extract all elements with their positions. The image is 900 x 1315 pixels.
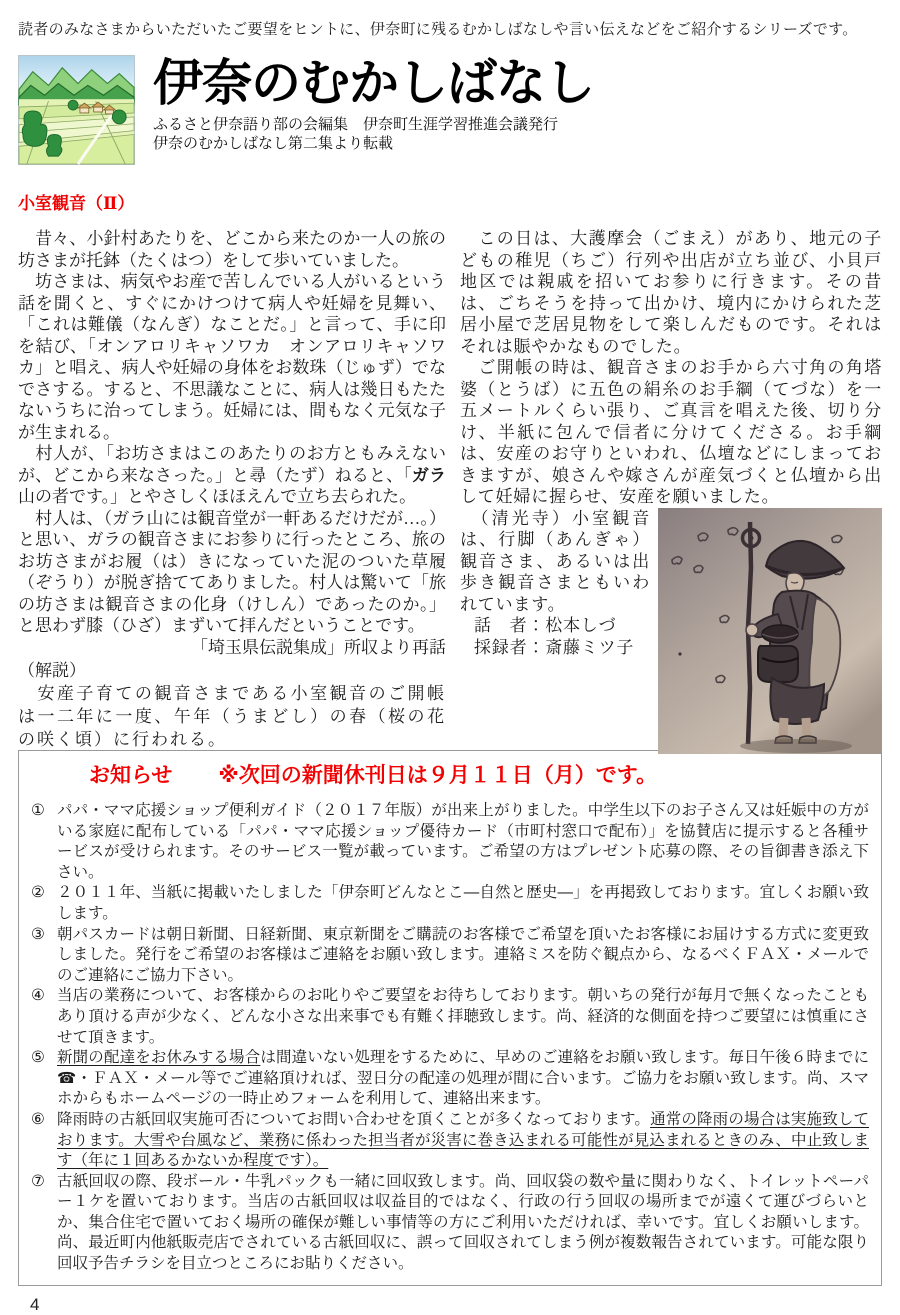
item-number: ⑥: [31, 1110, 45, 1128]
text-and-illustration-row: [460, 508, 882, 754]
story-columns: [18, 228, 882, 749]
monk-drawing: [658, 508, 882, 754]
story-paragraph: （清光寺）小室観音は、行脚（あんぎゃ）観音さま、あるいは出歩き観音さまともいわれています。: [460, 508, 650, 614]
item-number: ⑤: [31, 1049, 45, 1067]
monk-pilgrim-illustration: [658, 508, 882, 754]
notice-item-6: [31, 1110, 869, 1172]
story-text-bold: ガラ: [411, 465, 447, 485]
notice-text: 朝パスカードは朝日新聞、日経新聞、東京新聞をご購読のお客様でご希望を頂いたお客様にお届けする方式に変更致しました。発行をご希望のお客様はご連絡をお願い致します。連絡ミスを防ぐ観点から、なるべくＦＡＸ・メールでのご連絡にご協力下さい。: [57, 925, 869, 984]
item-number: ⑦: [31, 1172, 45, 1190]
notice-text-underlined: 通常の降雨の場合は実施致しております。大雪や台風など、業務に係わった担当者が災害に巻き込まれる可能性が見込まれるときのみ、中止致します（年に１回あるかないか程度です）。: [57, 1110, 869, 1170]
masthead: [18, 55, 882, 170]
item-number: ①: [31, 802, 45, 819]
landscape-drawing: [19, 56, 134, 164]
narrow-text-column: [460, 508, 650, 754]
story-text: 山の者です。」とやさしくほほえんで立ち去られた。: [18, 487, 417, 506]
story-heading: 小室観音（Ⅱ）: [18, 194, 135, 213]
notice-text: 当店の業務について、お客様からのお叱りやご要望をお待ちしております。朝いちの発行が毎月で無くなったこともあり頂ける声が少なく、どんな小さな出来事でも有難く拝聴致します。尚、経済的な側面を持つご要望には慎重にさせて頂きます。: [57, 987, 869, 1046]
commentary-body: 安産子育ての観音さまである小室観音のご開帳は一二年に一度、午年（うまどし）の春（桜の花の咲く頃）に行われる。: [18, 683, 446, 749]
notice-text: 古紙回収の際、段ボール・牛乳パックも一緒に回収致します。尚、回収袋の数や量に関わりなく、トイレットペーパー１ケを置いております。当店の古紙回収は収益目的ではなく、行政の行う回収の場所までが遠くて運びづらいとか、集合住宅で置いておく場所の確保が難しい事情等の方にご利用いただければ、幸いです。宜しくお願いします。尚、最近町内他紙販売店でされている古紙回収に、誤って回収されてしまう例が複数報告されています。可能な限り回収予告チラシを目立つところにお貼りください。: [57, 1172, 869, 1273]
editor-credit: ふるさと伊奈語り部の会編集 伊奈町生涯学習推進会議発行: [153, 116, 559, 133]
source-attribution: 「埼玉県伝説集成」所収より再話: [191, 637, 446, 657]
notice-list: [31, 801, 869, 1275]
teller-credit: 話 者：松本しづ: [474, 616, 617, 635]
notice-heading: [31, 763, 869, 789]
village-landscape-illustration: [18, 55, 135, 165]
series-intro-text: 読者のみなさまからいただいたご要望をヒントに、伊奈町に残るむかしばなしや言い伝えなどをご紹介するシリーズです。: [18, 21, 858, 38]
notice-text: は間違いない処理をするために、早めのご連絡をお願い致します。毎日午後６時までに☎・ＦＡＸ・メール等でご連絡頂ければ、翌日分の配達の処理が間に合います。ご協力をお願い致します。尚、スマホからもホームページの一時止めフォームを利用して、連絡出来ます。: [57, 1049, 869, 1108]
notice-item-2: [31, 883, 869, 924]
page-number: 4: [30, 1294, 40, 1314]
story-paragraph: 昔々、小針村あたりを、どこから来たのか一人の旅の坊さまが托鉢（たくはつ）をして歩いていました。: [18, 229, 446, 270]
story-paragraph: ご開帳の時は、観音さまのお手から六寸角の角塔婆（とうば）に五色の絹糸のお手綱（てづな）を一五メートルくらい張り、ご真言を唱えた後、切り分け、半紙に包んで信者に分けてくださる。お手綱は、安産のお守りといわれ、仏壇などにしまっておきますが、娘さんや嫁さんが産気づくと仏壇から出して妊婦に握らせ、安産を願いました。: [460, 358, 882, 506]
item-number: ③: [31, 925, 45, 943]
notice-item-7: [31, 1172, 869, 1275]
story-paragraph: この日は、大護摩会（ごまえ）があり、地元の子どもの稚児（ちご）行列や出店が立ち並び、小貝戸地区では親戚を招いてお参りに行きます。その昔は、ごちそうを持って出かけ、境内にかけられた芝居小屋で芝居見物をして楽しんだものです。それはそれは賑やかなものでした。: [460, 229, 882, 356]
notice-box: [18, 750, 882, 1286]
title-block: [153, 55, 594, 153]
notice-text: 降雨時の古紙回収実施可否についてお問い合わせを頂くことが多くなっております。: [57, 1110, 651, 1128]
story-paragraph: [18, 443, 446, 508]
notice-subtitle: ※次回の新聞休刊日は９月１１日（月）です。: [218, 764, 658, 787]
item-number: ②: [31, 884, 45, 902]
story-paragraph: 村人は、（ガラ山には観音堂が一軒あるだけだが…。）と思い、ガラの観音さまにお参りに行ったところ、旅のお坊さまがお履（は）きになっていた泥のついた草履（ぞうり）が脱ぎ捨ててありました。村人は驚いて「旅の坊さまは観音さまの化身（けしん）であったのか。」と思わず膝（ひざ）まずいて拝んだということです。: [18, 508, 446, 635]
notice-item-3: [31, 925, 869, 987]
recorder-credit: 採録者：斎藤ミツ子: [474, 637, 635, 657]
source-credit: 伊奈のむかしばなし第二集より転載: [153, 135, 394, 152]
newsletter-title: 伊奈のむかしばなし: [153, 53, 594, 112]
notice-item-4: [31, 986, 869, 1048]
item-number: ④: [31, 987, 45, 1005]
story-paragraph: 坊さまは、病気やお産で苦しんでいる人がいるという話を聞くと、すぐにかけつけて病人や妊婦を見舞い、「これは難儀（なんぎ）なことだ。」と言って、手に印を結び、「オンアロリキャソワカ オンアロリキャソワカ」と唱え、病人や妊婦の身体をお数珠（じゅず）でなでさする。すると、不思議なことに、病人は幾日もたたないうちに治ってしまう。妊婦には、間もなく元気な子が生まれる。: [18, 272, 446, 442]
notice-item-5: [31, 1048, 869, 1110]
story-text: 村人が、「お坊さまはこのあたりのお方ともみえないが、どこから来なさった。」と尋（たず）ねると、「: [18, 444, 446, 485]
commentary-heading: （解説）: [18, 661, 86, 680]
notice-text: ２０１１年、当紙に掲載いたしました「伊奈町どんなとこ―自然と歴史―」を再掲致しております。宜しくお願い致します。: [57, 884, 869, 922]
notice-title: お知らせ: [89, 764, 173, 787]
story-left-column: [18, 228, 447, 749]
notice-text: パパ・ママ応援ショップ便利ガイド（２０１７年版）が出来上がりました。中学生以下のお子さん又は妊娠中の方がいる家庭に配布している「パパ・ママ応援ショップ優待カード（市町村窓口で配布）」を協賛店に提示すると各種サービスが受けられます。そのサービス一覧が載っています。ご希望の方はプレゼント応募の際、その旨御書き添え下さい。: [57, 802, 869, 881]
story-right-column: [460, 228, 882, 726]
notice-item-1: [31, 801, 869, 883]
notice-text-underlined: 新聞の配達をお休みする場合: [57, 1049, 261, 1067]
